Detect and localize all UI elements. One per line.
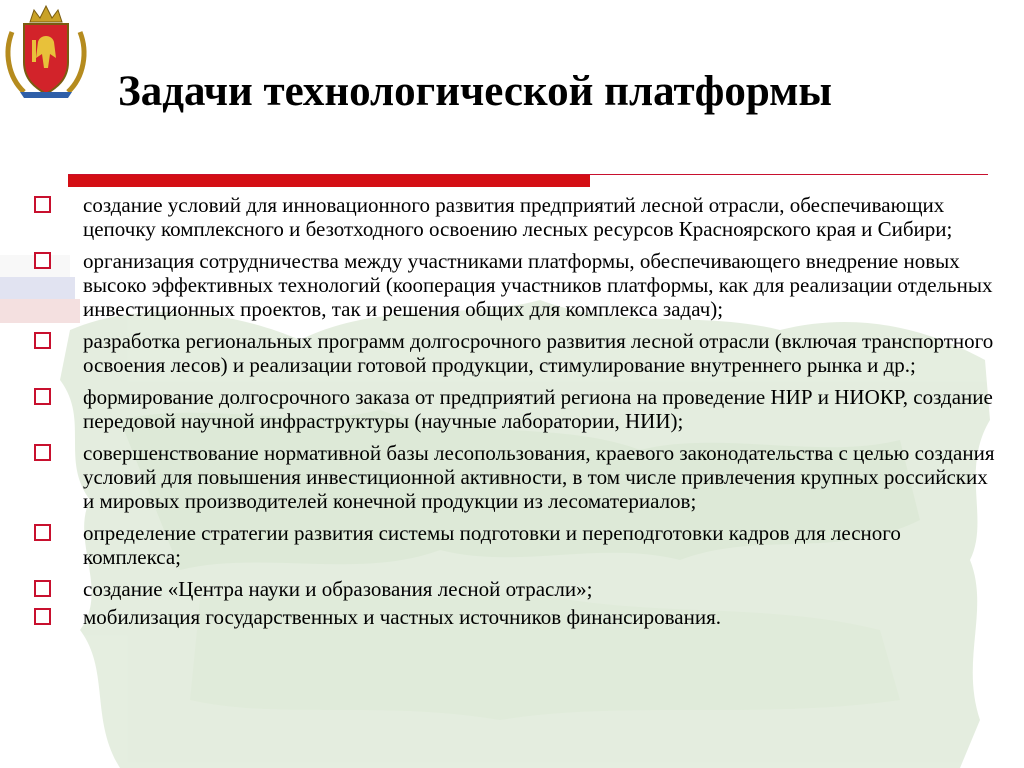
list-item — [28, 329, 1003, 377]
square-bullet-icon — [34, 196, 51, 213]
task-text: разработка региональных программ долгосрочного развития лесной отрасли (включая транспортного освоения лесов) и реализации готовой продукции, стимулирование внутреннего рынка и др.; — [83, 329, 994, 377]
task-text: создание условий для инновационного развития предприятий лесной отрасли, обеспечивающих цепочку комплексного и безотходного освоению лесных ресурсов Красноярского края и Сибири; — [83, 193, 953, 241]
title-divider-bar — [68, 175, 590, 187]
list-item — [28, 441, 1003, 513]
task-text: определение стратегии развития системы подготовки и переподготовки кадров для лесного комплекса; — [83, 521, 901, 569]
square-bullet-icon — [34, 524, 51, 541]
square-bullet-icon — [34, 388, 51, 405]
square-bullet-icon — [34, 252, 51, 269]
task-text: формирование долгосрочного заказа от предприятий региона на проведение НИР и НИОКР, создание передовой научной инфраструктуры (научные лаборатории, НИИ); — [83, 385, 993, 433]
list-item — [28, 385, 1003, 433]
task-list — [28, 193, 1003, 633]
slide-title: Задачи технологической платформы — [118, 68, 832, 115]
task-text: мобилизация государственных и частных источников финансирования. — [83, 605, 721, 629]
list-item — [28, 605, 1003, 629]
list-item — [28, 521, 1003, 569]
square-bullet-icon — [34, 608, 51, 625]
square-bullet-icon — [34, 580, 51, 597]
square-bullet-icon — [34, 444, 51, 461]
list-item — [28, 249, 1003, 321]
list-item — [28, 193, 1003, 241]
task-text: организация сотрудничества между участниками платформы, обеспечивающего внедрение новых высоко эффективных технологий (кооперация участников платформы, как для реализации отдельных инвестиционных проектов, так и решения общих для комплекса задач); — [83, 249, 993, 321]
task-text: создание «Центра науки и образования лесной отрасли»; — [83, 577, 593, 601]
coat-of-arms-emblem — [2, 2, 90, 100]
list-item — [28, 577, 1003, 601]
square-bullet-icon — [34, 332, 51, 349]
task-text: совершенствование нормативной базы лесопользования, краевого законодательства с целью создания условий для повышения инвестиционной активности, в том числе привлечения крупных российских и мировых производителей конечной продукции из лесоматериалов; — [83, 441, 995, 513]
